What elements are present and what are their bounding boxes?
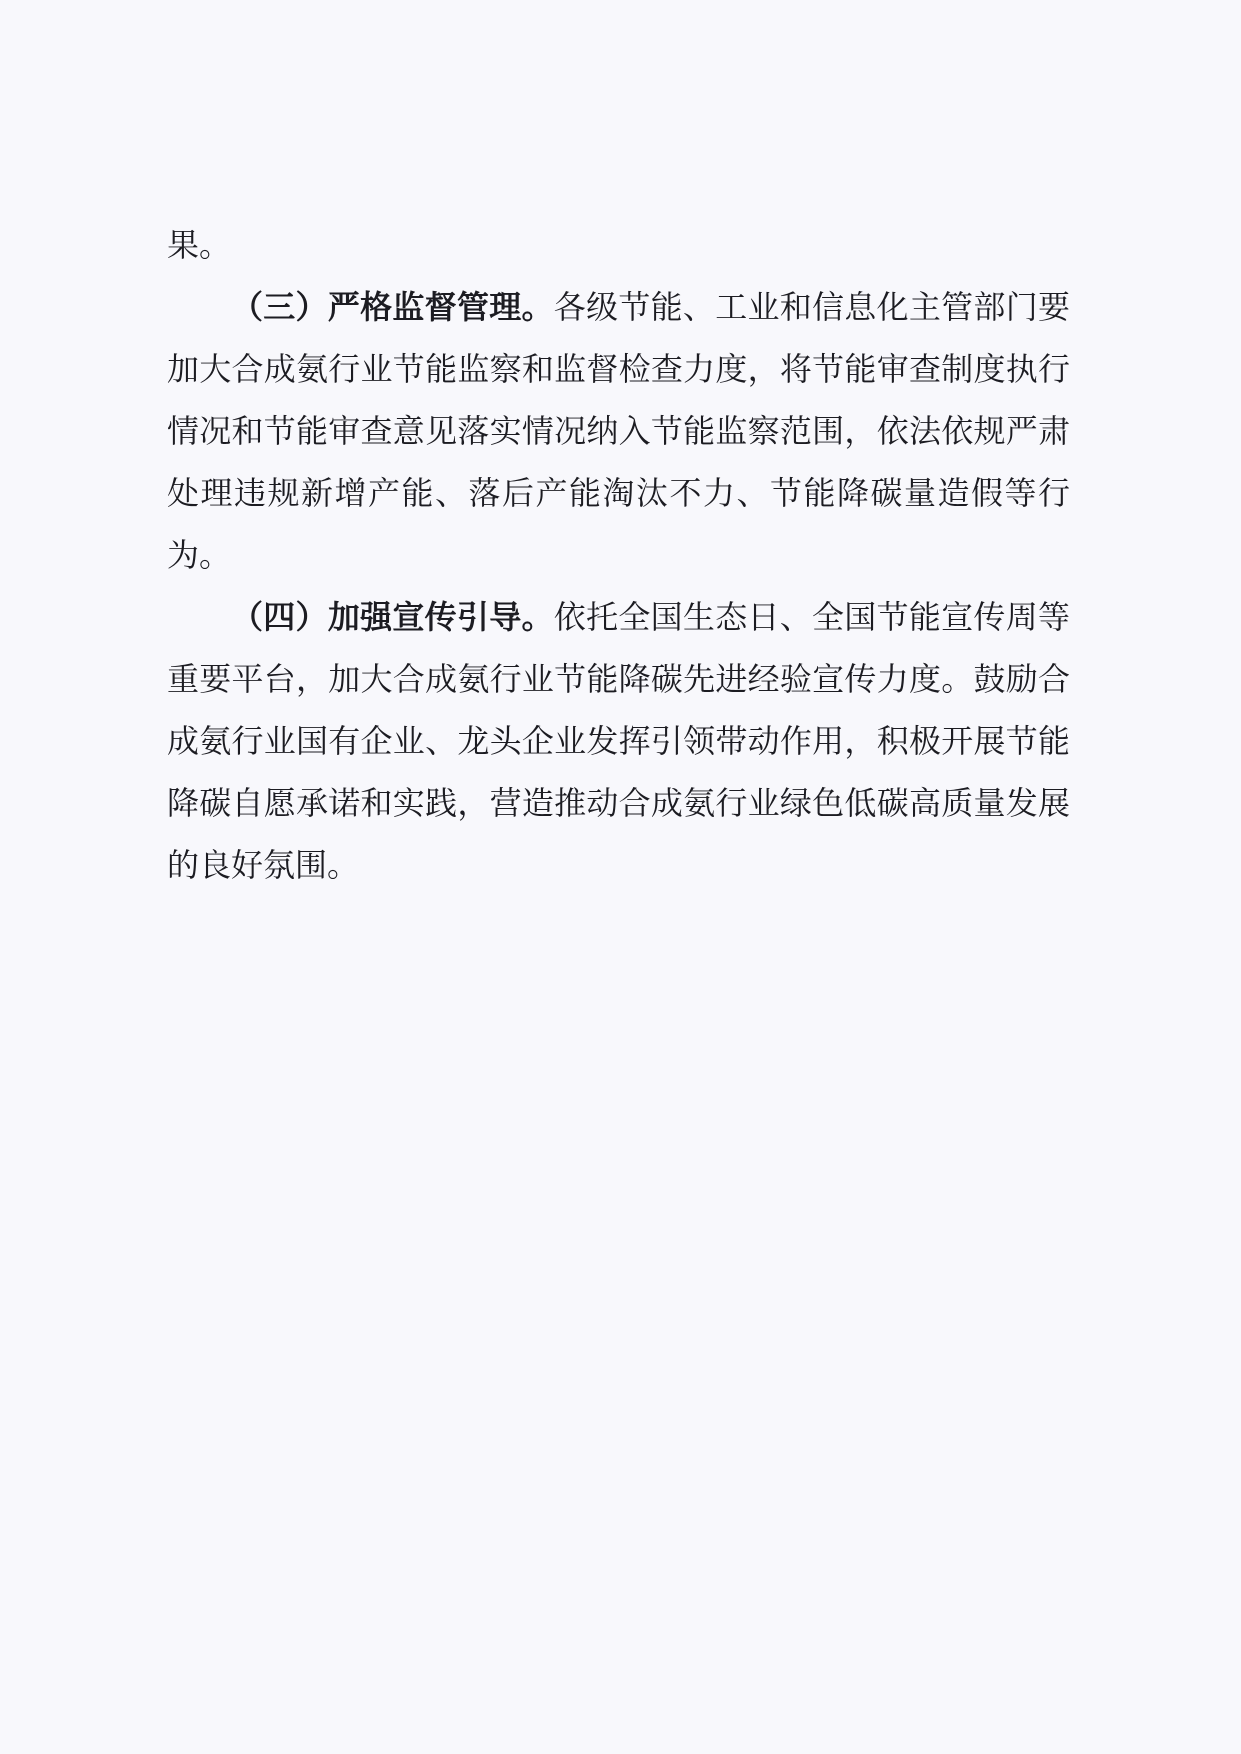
text-line: [167, 338, 1070, 400]
text-segment: 果。: [167, 227, 232, 263]
text-line: [167, 400, 1070, 462]
text-segment: 为。: [167, 537, 232, 573]
text-line: [167, 276, 1070, 338]
text-segment: 重要平台，加大合成氨行业节能降碳先进经验宣传力度。鼓励合: [167, 661, 1070, 697]
text-segment: 各级节能、工业和信息化主管部门要: [553, 289, 1070, 325]
text-line: [167, 648, 1070, 710]
text-line: [167, 772, 1070, 834]
text-segment: 降碳自愿承诺和实践，营造推动合成氨行业绿色低碳高质量发展: [167, 785, 1070, 821]
text-segment: 的良好氛围。: [167, 847, 360, 883]
text-line: [167, 214, 1070, 276]
text-segment: 情况和节能审查意见落实情况纳入节能监察范围，依法依规严肃: [167, 413, 1070, 449]
text-line: [167, 834, 1070, 896]
text-segment: 成氨行业国有企业、龙头企业发挥引领带动作用，积极开展节能: [167, 723, 1070, 759]
text-line: [167, 710, 1070, 772]
text-line: [167, 586, 1070, 648]
document-text: [167, 214, 1070, 896]
section-heading: （三）严格监督管理。: [231, 289, 554, 325]
text-segment: 依托全国生态日、全国节能宣传周等: [553, 599, 1070, 635]
text-segment: 处理违规新增产能、落后产能淘汰不力、节能降碳量造假等行: [167, 475, 1070, 511]
text-segment: 加大合成氨行业节能监察和监督检查力度，将节能审查制度执行: [167, 351, 1070, 387]
text-line: [167, 462, 1070, 524]
text-line: [167, 524, 1070, 586]
section-heading: （四）加强宣传引导。: [231, 599, 554, 635]
